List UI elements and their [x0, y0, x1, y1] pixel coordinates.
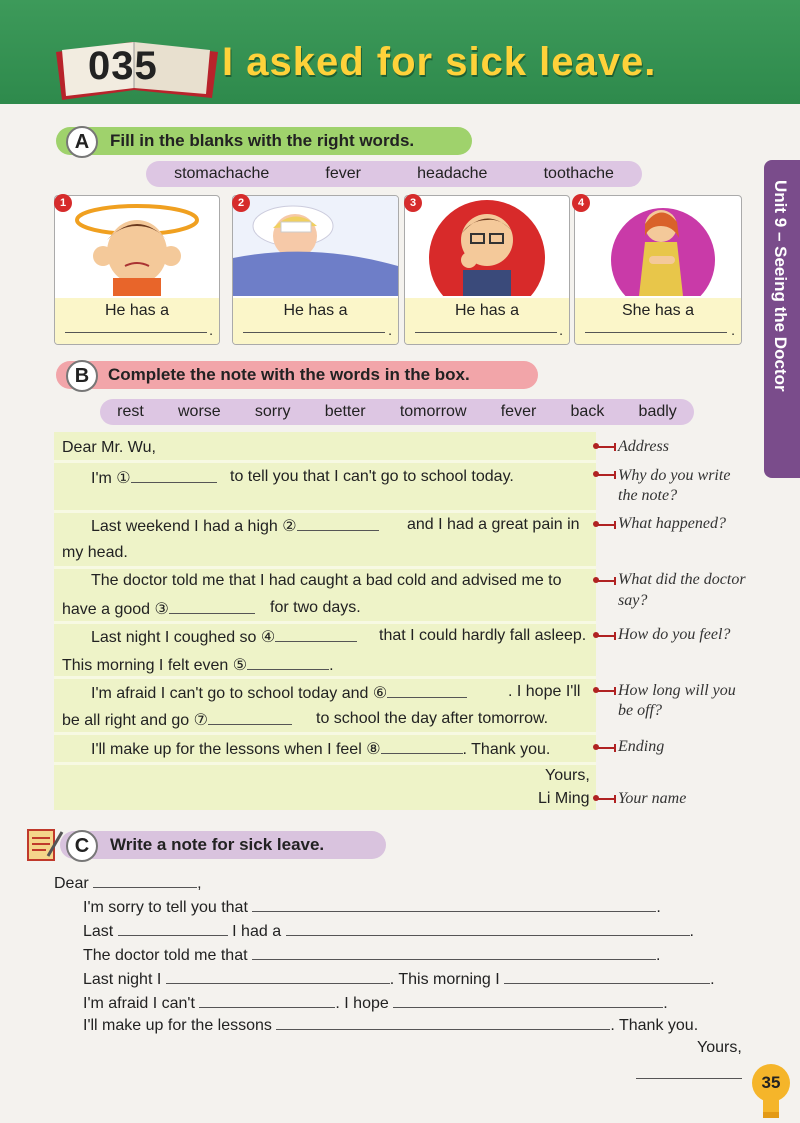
- annotation-how-long: How long will you: [618, 682, 736, 699]
- blank-6[interactable]: [387, 683, 467, 698]
- note-line: I'm afraid I can't go to school today and ⑥: [91, 683, 467, 703]
- card-number-4: 4: [572, 194, 590, 212]
- c-line-afraid: I'm afraid I can't . I hope .: [83, 995, 668, 1012]
- c-blank[interactable]: [118, 921, 228, 936]
- word-bank-item: stomachache: [174, 165, 270, 182]
- lesson-number: 035: [88, 44, 158, 88]
- blank-5[interactable]: [247, 655, 329, 670]
- word-bank-item: headache: [417, 165, 488, 182]
- stomachache-illustration: [575, 196, 741, 296]
- annotation-ending: Ending: [618, 738, 665, 755]
- picture-card-4: She has a .: [574, 195, 742, 345]
- toothache-illustration: [405, 196, 569, 296]
- note-signature: Li Ming: [538, 790, 590, 807]
- picture-card-1: He has a .: [54, 195, 220, 345]
- page-number: 35: [761, 1073, 781, 1092]
- section-a-bar: [56, 127, 472, 155]
- pointer-icon: [596, 580, 616, 582]
- section-b-bar: [56, 361, 538, 389]
- pointer-icon: [596, 747, 616, 749]
- c-line-makeup: I'll make up for the lessons . Thank you.: [83, 1017, 699, 1034]
- note-line: I'm ①: [91, 468, 217, 488]
- word-bank-item: fever: [500, 403, 537, 420]
- word-bank-item: back: [570, 403, 605, 420]
- section-c-instruction: Write a note for sick leave.: [110, 835, 325, 854]
- unit-label: Unit 9 – Seeing the Doctor: [771, 180, 790, 392]
- blank-1[interactable]: [131, 468, 217, 483]
- headache-illustration: [55, 196, 219, 296]
- note-line: Last weekend I had a high ②: [91, 516, 379, 536]
- card-number-3: 3: [404, 194, 422, 212]
- blank-3[interactable]: [169, 599, 255, 614]
- note-line: for two days.: [270, 599, 361, 616]
- note-closing: Yours,: [545, 767, 590, 784]
- c-blank[interactable]: [276, 1015, 610, 1030]
- section-b-instruction: Complete the note with the words in the box.: [108, 365, 470, 384]
- page-title: I asked for sick leave.: [222, 40, 657, 84]
- section-c-letter: C: [66, 830, 98, 862]
- note-line: Last night I coughed so ④: [91, 627, 357, 647]
- word-bank-item: badly: [638, 403, 677, 420]
- unit-side-tab: [764, 160, 800, 478]
- word-bank-item: rest: [117, 403, 144, 420]
- section-b-word-bank: [100, 399, 694, 425]
- c-blank[interactable]: [199, 993, 335, 1008]
- annotation-why-2: the note?: [618, 487, 678, 504]
- card-number-2: 2: [232, 194, 250, 212]
- c-line-last-night: Last night I . This morning I .: [83, 971, 715, 988]
- note-line: . I hope I'll: [508, 683, 581, 700]
- answer-blank[interactable]: [415, 332, 557, 333]
- blank-2[interactable]: [297, 516, 379, 531]
- c-name-blank[interactable]: [636, 1078, 742, 1079]
- c-blank[interactable]: [166, 969, 390, 984]
- writing-pad-icon: [24, 826, 64, 864]
- pointer-icon: [596, 635, 616, 637]
- card-prompt: He has a: [104, 302, 170, 319]
- c-line-doctor: The doctor told me that .: [83, 947, 661, 964]
- card-prompt: She has a: [621, 302, 695, 319]
- c-line-sorry: I'm sorry to tell you that .: [83, 899, 661, 916]
- answer-blank[interactable]: [585, 332, 727, 333]
- note-line: This morning I felt even ⑤ .: [62, 657, 334, 674]
- c-blank[interactable]: [286, 921, 690, 936]
- blank-8[interactable]: [381, 739, 463, 754]
- annotation-address: Address: [618, 438, 669, 455]
- pointer-icon: [596, 446, 616, 448]
- section-c-bar: [60, 831, 386, 859]
- fever-illustration: [233, 196, 398, 296]
- c-blank[interactable]: [252, 945, 656, 960]
- note-line: that I could hardly fall asleep.: [379, 627, 587, 644]
- annotation-how-long-2: be off?: [618, 702, 662, 719]
- section-b-letter: B: [66, 360, 98, 392]
- pointer-icon: [596, 690, 616, 692]
- c-blank[interactable]: [393, 993, 663, 1008]
- note-line: to school the day after tomorrow.: [316, 710, 549, 727]
- note-line: my head.: [62, 544, 128, 561]
- word-bank-item: toothache: [543, 165, 614, 182]
- c-blank[interactable]: [504, 969, 710, 984]
- answer-blank[interactable]: [243, 332, 385, 333]
- section-a-word-bank: [146, 161, 642, 187]
- annotation-doctor: What did the doctor: [618, 571, 746, 588]
- annotation-feel: How do you feel?: [618, 626, 731, 643]
- note-line: to tell you that I can't go to school today.: [230, 468, 514, 485]
- word-bank-item: better: [324, 403, 366, 420]
- note-line: have a good ③: [62, 599, 255, 619]
- c-blank[interactable]: [252, 897, 656, 912]
- word-bank-item: tomorrow: [399, 403, 467, 420]
- picture-card-2: He has a .: [232, 195, 399, 345]
- section-a-instruction: Fill in the blanks with the right words.: [110, 131, 415, 150]
- blank-4[interactable]: [275, 627, 357, 642]
- note-line: I'll make up for the lessons when I feel ⑧ . Thank you.: [91, 741, 551, 758]
- answer-blank[interactable]: [65, 332, 207, 333]
- annotation-doctor-2: say?: [618, 592, 648, 609]
- note-greeting: Dear Mr. Wu,: [62, 439, 156, 456]
- c-line-dear: Dear ,: [54, 875, 202, 892]
- note-line: and I had a great pain in: [407, 516, 580, 533]
- card-prompt: He has a: [454, 302, 520, 319]
- picture-card-3: He has a .: [404, 195, 570, 345]
- c-blank[interactable]: [93, 873, 197, 888]
- word-bank-item: fever: [325, 165, 361, 182]
- pointer-icon: [596, 474, 616, 476]
- c-line-last: Last I had a .: [83, 923, 694, 940]
- pointer-icon: [596, 798, 616, 800]
- word-bank-item: worse: [178, 403, 221, 420]
- annotation-your-name: Your name: [618, 790, 687, 807]
- section-a-letter: A: [66, 126, 98, 158]
- annotation-what-happened: What happened?: [618, 515, 726, 532]
- note-line: be all right and go ⑦: [62, 710, 292, 730]
- annotation-why: Why do you write: [618, 467, 731, 484]
- card-prompt: He has a: [283, 302, 348, 319]
- note-line: The doctor told me that I had caught a bad cold and advised me to: [91, 572, 562, 589]
- word-bank-item: sorry: [254, 403, 291, 420]
- card-number-1: 1: [54, 194, 72, 212]
- blank-7[interactable]: [208, 710, 292, 725]
- pointer-icon: [596, 524, 616, 526]
- c-line-yours: Yours,: [697, 1039, 742, 1056]
